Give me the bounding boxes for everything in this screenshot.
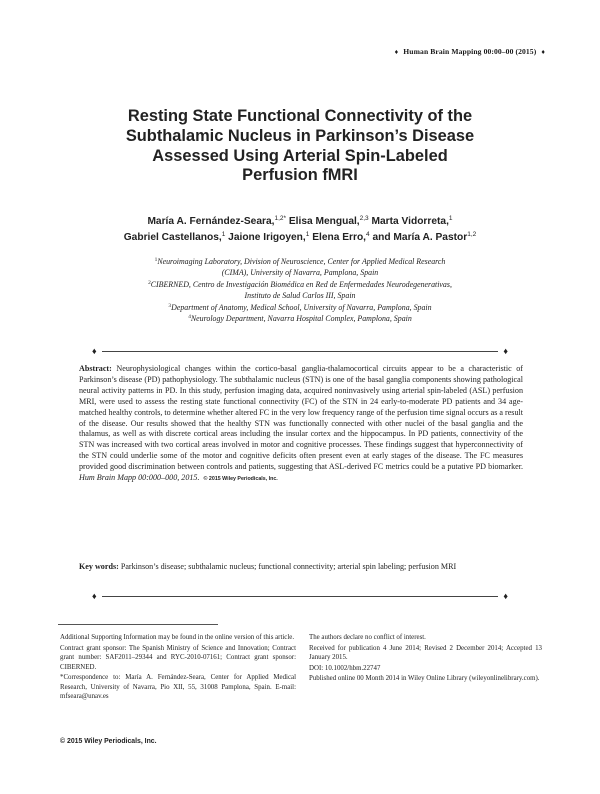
footnote-conflict: The authors declare no conflict of interest. [309,634,426,641]
author-name: Jaione Irigoyen, [228,232,306,243]
author-name: María A. Fernández-Seara, [147,216,275,227]
divider-line [102,596,498,597]
author-name: Elisa Mengual, [288,216,360,227]
affiliation-sup: 1 [154,257,158,263]
keywords [79,562,523,573]
author-list [60,214,540,246]
footnote-supporting-info: Additional Supporting Information may be found in the online version of this article. [60,634,295,641]
section-divider [92,347,508,357]
footnote-published: Published online 00 Month 2014 in Wiley Online Library (wileyonlinelibrary.com). [309,675,540,682]
footnote-received: Received for publication 4 June 2014; Revised 2 December 2014; Accepted 13 January 2015. [309,644,542,661]
footnotes-left [60,633,296,703]
affiliation-text: Department of Anatomy, Medical School, University of Navarra, Pamplona, Spain [171,302,432,312]
abstract-copyright: © 2015 Wiley Periodicals, Inc. [203,476,278,483]
affiliation-sup: 4 [188,314,191,321]
title-line: Assessed Using Arterial Spin-Labeled [152,146,448,165]
author-affil-sup: 1 [448,215,453,222]
running-header [392,47,548,56]
section-divider [92,592,508,602]
diamond-icon: ♦ [92,591,97,601]
author-name: Gabriel Castellanos, [123,232,222,243]
affiliation-text: CIBERNED, Centro de Investigación Biomédica en Red de Enfermedades Neurodegenerativas, [150,279,452,289]
author-name: and María A. Pastor [372,232,468,243]
author-affil-sup: 1 [305,231,310,238]
affiliation-sup: 3 [168,302,172,309]
author-affil-sup: 1,2* [274,215,287,222]
abstract-body: Neurophysiological changes within the cortico-basal ganglia-thalamocortical circuits appear to be a characteristic of Parkinson’s disease (PD) pathophysiology. The subthalamic nucleus (STN) is one of the basal ganglia components showing pathological neural activity patterns in PD. In this study, perfusion imaging data, acquired noninvasively using arterial spin-labeled (ASL) perfusion MRI, were used to assess the resting state functional connectivity (FC) of the STN in 24 early-to-moderate PD patients and 34 age-matched healthy controls, to determine whether altered FC in the very low frequency range of the perfusion time signal occurs as a result of the disease. Our results showed that the healthy STN was functionally connected with other nuclei of the basal ganglia and the thalamus, as well as with discrete cortical areas including the insular cortex and the hippocampus. In PD patients, connectivity of the STN was increased with two cortical areas involved in motor and cognitive processes. These findings suggest that hyperconnectivity of the STN could underlie some of the motor and cognitive deficits often present even at early stages of the disease. The FC measures provided good discrimination between controls and patients, suggesting that ASL-derived FC metrics could be a putative PD biomarker. [79,364,523,472]
divider-line [102,351,498,352]
paper-title [60,107,540,186]
affiliation-line [60,290,540,301]
abstract [79,364,523,485]
header-diamond-right-icon: ♦ [541,48,545,56]
abstract-citation: Hum Brain Mapp 00:000–000, 2015. [79,473,200,483]
affiliation-line [60,267,540,278]
title-line: Subthalamic Nucleus in Parkinson’s Disease [125,126,475,145]
affiliation-text: Neurology Department, Navarra Hospital Complex, Pamplona, Spain [190,314,412,324]
author-affil-sup: 4 [366,231,370,238]
title-line: Resting State Functional Connectivity of the [127,107,473,125]
keywords-label: Key words: [79,562,119,571]
footnote-doi: DOI: 10.1002/hbm.22747 [309,664,381,672]
affiliation-line [60,279,540,290]
affiliation-line [60,313,540,324]
page-copyright: © 2015 Wiley Periodicals, Inc. [60,738,157,745]
footnote-correspondence: *Correspondence to: María A. Fernández-Seara, Center for Applied Medical Research, University of Navarra, Pio XII, 55, 31008 Pamplona, Spain. E-mail: mfseara@unav.es [60,674,296,700]
footnote-grant: Contract grant sponsor: The Spanish Ministry of Science and Innovation; Contract grant number: SAF2011–29344 and RYC-2010-07161; Contract grant sponsor: CIBERNED. [60,644,296,671]
author-name: Marta Vidorreta, [371,216,449,227]
affiliation-list [60,256,540,324]
keywords-text: Parkinson’s disease; subthalamic nucleus; functional connectivity; arterial spin labeling; perfusion MRI [120,562,457,571]
affiliation-text: (CIMA), University of Navarra, Pamplona, Spain [221,268,379,278]
author-affil-sup: 1,2 [467,231,477,238]
author-affil-sup: 2,3 [359,215,369,222]
affiliation-sup: 2 [148,279,151,286]
author-affil-sup: 1 [221,231,226,238]
diamond-icon: ♦ [503,591,508,601]
diamond-icon: ♦ [92,346,97,356]
author-line [60,214,540,230]
author-line [60,230,540,246]
diamond-icon: ♦ [503,346,508,356]
abstract-label: Abstract: [79,364,112,373]
header-diamond-left-icon: ♦ [394,48,399,56]
journal-citation: Human Brain Mapping 00:00–00 (2015) [403,47,537,56]
affiliation-line [60,302,540,313]
affiliation-text: Instituto de Salud Carlos III, Spain [244,291,356,301]
affiliation-text: Neuroimaging Laboratory, Division of Neuroscience, Center for Applied Medical Research [157,257,446,266]
author-name: Elena Erro, [312,232,366,243]
title-line: Perfusion fMRI [242,166,358,185]
footnotes-right [309,633,542,685]
footnote-rule [58,624,218,625]
affiliation-line [60,256,540,267]
